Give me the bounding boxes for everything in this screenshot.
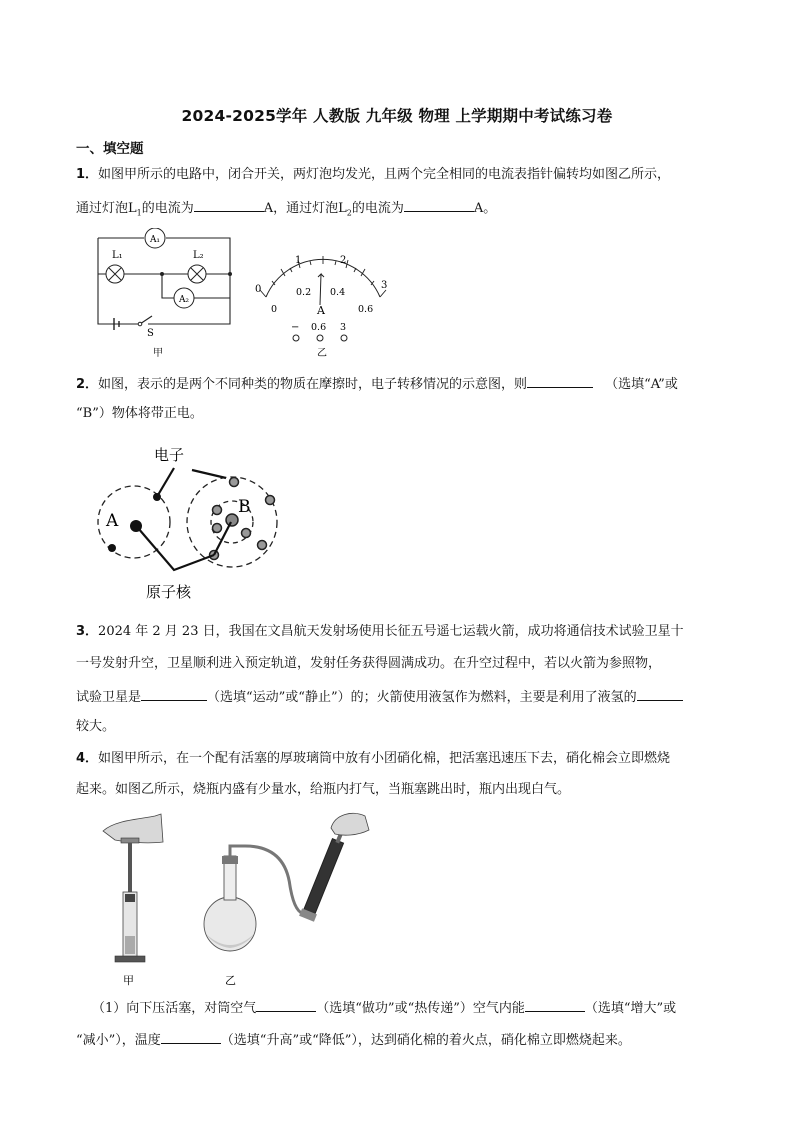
fig-caption-yi: 乙 [225,974,236,987]
l1-label: L₁ [112,250,123,261]
fig-caption-jia: 甲 [123,974,134,987]
q2-line-1 [76,374,678,394]
q3-text-1: 2024 年 2 月 23 日，我国在文昌航天发射场使用长征五号遥七运载火箭，成功将通信技术试验卫星十 [98,624,684,639]
a2-label: A₂ [178,295,190,305]
q1-text-2e: A。 [473,201,497,216]
tick-0.6: 0.6 [358,304,374,315]
q3-line-1 [76,623,684,641]
air-pump [303,839,343,916]
q4-s1-text-a: （1）向下压活塞，对筒空气 [92,1001,257,1016]
q4-s1-text-b: （选填“做功”或“热传递”）空气内能 [316,1001,525,1016]
terminal-3: 3 [340,322,347,333]
hand-on-pump [331,813,369,835]
q4-sub-1-line-2 [76,1030,631,1050]
q3-line-2 [76,655,661,673]
q4-s2-text-a: “减小”），温度 [76,1033,161,1048]
q1-sub-1: 1 [136,208,142,218]
atom-b-nucleus [226,514,238,526]
q3-text-3a: 试验卫星是 [76,690,142,705]
q1-text-2c: A，通过灯泡L [263,201,347,216]
q4-s2-text-b: （选填“升高”或“降低”），达到硝化棉的着火点，硝化棉立即燃烧起来。 [220,1033,631,1048]
tick-0.4: 0.4 [330,287,346,298]
tick-0.2: 0.2 [296,287,312,298]
circuit-diagram [90,228,240,363]
q1-number: 1． [76,167,99,182]
dial-pointer [318,274,324,305]
q4-text-2: 起来。如图乙所示，烧瓶内盛有少量水，给瓶内打气，当瓶塞跳出时，瓶内出现白气。 [76,782,571,797]
q1-sub-2: 2 [346,208,352,218]
q4-line-2 [76,781,570,799]
q1-line-2 [76,198,496,223]
q4-blank-1[interactable] [256,998,316,1012]
q2-blank-1[interactable] [527,374,593,388]
q1-text-2b: 的电流为 [141,201,194,216]
q4-line-1 [76,750,670,768]
terminal-minus: − [291,322,300,333]
section-heading: 一、填空题 [76,141,144,157]
tick-small-0: 0 [271,304,278,315]
q2-text-2: “B”）物体将带正电。 [76,406,203,421]
page-title: 2024-2025学年 人教版 九年级 物理 上学期期中考试练习卷 [181,107,613,125]
fig-caption-yi: 乙 [317,348,327,359]
electron-label: 电子 [154,446,185,464]
ammeter-dial [248,250,398,362]
q3-blank-1[interactable] [141,687,207,701]
q1-text-1: 如图甲所示的电路中，闭合开关，两灯泡均发光，且两个完全相同的电流表指针偏转均如图乙所示， [98,167,671,182]
flask [204,897,256,951]
q4-text-1: 如图甲所示，在一个配有活塞的厚玻璃筒中放有小团硝化棉，把活塞迅速压下去，硝化棉会立即燃烧 [98,751,671,766]
q2-line-2 [76,405,203,423]
apparatus-illustration [95,806,385,992]
tube-base [115,956,145,962]
a1-label: A₁ [149,235,161,245]
tick-2: 2 [340,255,347,266]
tick-1: 1 [295,255,302,266]
tick-3: 3 [381,280,388,291]
electron-transfer-diagram [96,440,286,605]
fig-caption-jia: 甲 [153,348,163,359]
q2-number: 2． [76,377,99,392]
q3-text-3b: （选填“运动”或“静止”）的；火箭使用液氢作为燃料，主要是利用了液氢的 [207,690,637,705]
dial-unit: A [317,304,325,317]
q3-line-3 [76,687,683,707]
q2-text-1b: （选填“A”或 [605,377,678,392]
atom-a-label: A [106,511,119,531]
nucleus-label: 原子核 [146,583,192,601]
q1-line-1 [76,166,670,184]
l2-label: L₂ [193,250,204,261]
terminal-0.6: 0.6 [311,322,327,333]
q1-text-2d: 的电流为 [351,201,404,216]
q3-blank-2[interactable] [637,687,683,701]
q3-text-4: 较大。 [76,719,116,734]
q4-sub-1-line-1 [92,998,676,1018]
q4-s1-text-c: （选填“增大”或 [584,1001,677,1016]
q3-text-2: 一号发射升空，卫星顺利进入预定轨道，发射任务获得圆满成功。在升空过程中，若以火箭为参照物， [76,656,662,671]
q3-number: 3． [76,624,99,639]
q3-line-4 [76,718,115,736]
tick-0: 0 [255,284,262,295]
q4-blank-3[interactable] [161,1030,221,1044]
piston-rod [128,843,132,895]
switch-label: S [147,328,154,339]
atom-b-label: B [238,497,251,517]
q1-blank-2[interactable] [404,198,474,212]
q1-blank-1[interactable] [194,198,264,212]
q2-text-1: 如图，表示的是两个不同种类的物质在摩擦时，电子转移情况的示意图，则 [98,377,528,392]
q1-text-2a: 通过灯泡L [76,201,137,216]
q4-number: 4． [76,751,99,766]
q4-blank-2[interactable] [525,998,585,1012]
